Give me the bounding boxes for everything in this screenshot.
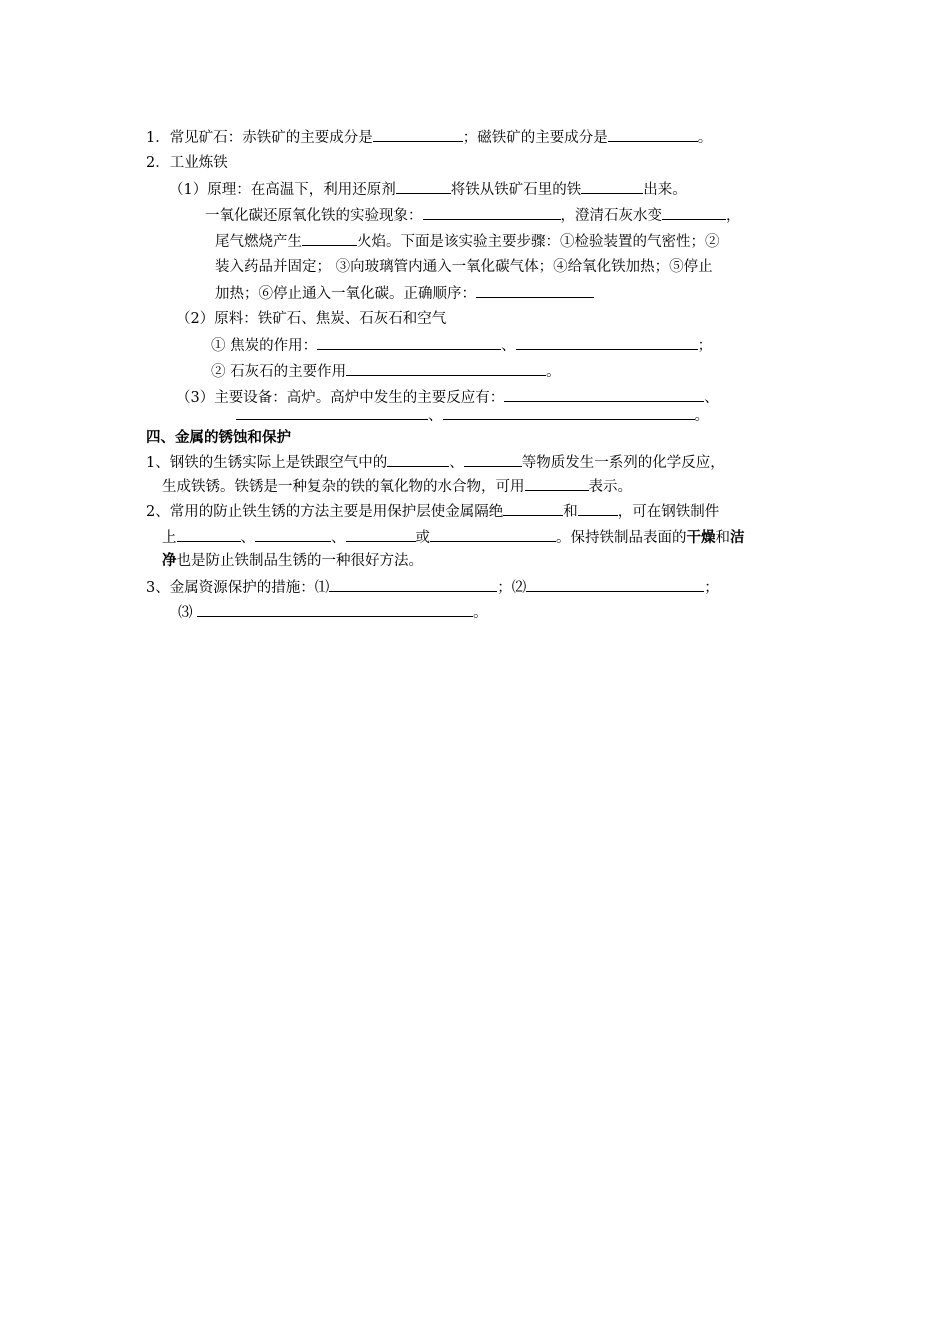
blank-rust-factor-1[interactable] <box>387 452 449 467</box>
blank-rust-formula[interactable] <box>525 476 589 491</box>
keyword-clean-1: 洁 <box>730 529 745 546</box>
blank-isolate-2[interactable] <box>578 501 618 516</box>
blank-reaction-2[interactable] <box>236 405 428 420</box>
protection-text-1a: 3、金属资源保护的措施：⑴ <box>146 580 330 596</box>
protection-text-1c: ； <box>704 580 719 596</box>
prevent-text-2g: 和 <box>715 530 730 546</box>
protection-text-2a: ⑶ <box>178 605 193 621</box>
protection-text-1b: ；⑵ <box>497 580 527 596</box>
blank-isolate-1[interactable] <box>503 501 563 516</box>
rust-item-2-line-2 <box>162 527 745 548</box>
section-4-title: 四、金属的锈蚀和保护 <box>146 429 291 446</box>
protection-line-2 <box>178 602 488 623</box>
protection-line-1 <box>146 577 719 598</box>
materials-title: （2）原料：铁矿石、焦炭、石灰石和空气 <box>176 311 447 327</box>
prevent-text-2d: 或 <box>415 530 430 546</box>
rust-item-2-line-3 <box>162 551 423 571</box>
equipment-text-3: 、 <box>428 408 443 424</box>
blank-measure-1[interactable] <box>329 577 497 592</box>
exp-text-1c: ， <box>726 208 741 224</box>
coke-text-1: ① 焦炭的作用： <box>211 338 318 354</box>
rust-text-1a: 1、钢铁的生锈实际上是铁跟空气中的 <box>146 455 388 471</box>
limestone-text-2: 。 <box>546 364 561 380</box>
coke-role-line <box>211 335 712 356</box>
blank-reduce[interactable] <box>581 179 643 194</box>
experiment-line-4 <box>215 283 594 304</box>
keyword-clean-2: 净 <box>162 552 177 569</box>
blank-reaction-1[interactable] <box>504 387 704 402</box>
rust-text-1b: 、 <box>449 455 464 471</box>
blank-correct-order[interactable] <box>476 283 594 298</box>
q2-title: 2．工业炼铁 <box>146 155 228 171</box>
rust-text-1c: 等物质发生一系列的化学反应， <box>521 455 725 471</box>
prevent-text-2b: 、 <box>240 530 255 546</box>
blank-flame[interactable] <box>302 231 357 246</box>
q1-text-3: 。 <box>697 130 713 146</box>
exp-text-1a: 一氧化碳还原氧化铁的实验现象： <box>205 208 423 224</box>
blank-method-3[interactable] <box>346 527 416 542</box>
rust-item-1-line-2 <box>162 476 632 497</box>
principle-text-2: 将铁从铁矿石里的铁 <box>450 182 582 198</box>
blank-reaction-3[interactable] <box>443 405 695 420</box>
exp-text-2b: 火焰。下面是该实验主要步骤：①检验装置的气密性；② <box>357 234 720 250</box>
experiment-line-2 <box>215 231 720 252</box>
equipment-text-1: （3）主要设备：高炉。高炉中发生的主要反应有： <box>176 390 505 406</box>
prevent-text-1b: 和 <box>563 504 578 520</box>
exp-text-2a: 尾气燃烧产生 <box>215 234 302 250</box>
blank-reducing-agent[interactable] <box>396 179 451 194</box>
blank-coke-role-2[interactable] <box>516 335 698 350</box>
rust-item-2-line-1 <box>146 501 719 522</box>
q1-text-1: 1．常见矿石：赤铁矿的主要成分是 <box>146 130 373 146</box>
q1-line <box>146 127 712 148</box>
prevent-text-3b: 也是防止铁制品生锈的一种很好方法。 <box>176 553 423 569</box>
blank-method-1[interactable] <box>177 527 241 542</box>
keyword-dry: 干燥 <box>686 529 716 546</box>
blank-measure-3[interactable] <box>197 602 473 617</box>
rust-text-2a: 生成铁锈。铁锈是一种复杂的铁的氧化物的水合物，可用 <box>162 479 525 495</box>
coke-text-3: ； <box>697 338 713 354</box>
blank-measure-2[interactable] <box>526 577 704 592</box>
rust-item-1-line-1 <box>146 452 725 473</box>
exp-text-4a: 加热；⑥停止通入一氧化碳。正确顺序： <box>215 286 476 302</box>
protection-text-2b: 。 <box>473 605 488 621</box>
equipment-text-2: 、 <box>704 390 719 406</box>
blank-limestone-role[interactable] <box>346 361 546 376</box>
blank-coke-role-1[interactable] <box>317 335 501 350</box>
experiment-line-3: 装入药品并固定； ③向玻璃管内通入一氧化碳气体；④给氧化铁加热；⑤停止 <box>215 259 713 275</box>
prevent-text-2a: 上 <box>162 530 177 546</box>
principle-text-3: 出来。 <box>643 182 687 198</box>
blank-method-4[interactable] <box>430 527 556 542</box>
experiment-line-1 <box>205 205 741 226</box>
rust-text-2b: 表示。 <box>588 479 632 495</box>
prevent-text-1c: ，可在钢铁制件 <box>617 504 720 520</box>
q2-principle-line <box>169 179 687 200</box>
exp-text-1b: ，澄清石灰水变 <box>560 208 662 224</box>
q1-text-2: ；磁铁矿的主要成分是 <box>462 130 608 146</box>
equipment-text-4: 。 <box>694 408 709 424</box>
blank-method-2[interactable] <box>255 527 331 542</box>
principle-text-1: （1）原理：在高温下，利用还原剂 <box>169 182 396 198</box>
prevent-text-2c: 、 <box>331 530 346 546</box>
blank-limewater[interactable] <box>662 205 726 220</box>
limestone-text-1: ② 石灰石的主要作用 <box>211 364 347 380</box>
blank-rust-factor-2[interactable] <box>464 452 522 467</box>
limestone-role-line <box>211 361 561 382</box>
equipment-line-2 <box>236 405 709 426</box>
blank-phenomenon[interactable] <box>423 205 561 220</box>
coke-text-2: 、 <box>501 338 516 354</box>
blank-hematite[interactable] <box>373 127 463 142</box>
prevent-text-1a: 2、常用的防止铁生锈的方法主要是用保护层使金属隔绝 <box>146 504 504 520</box>
prevent-text-2e: 。保持铁制品表面的 <box>556 530 687 546</box>
blank-magnetite[interactable] <box>608 127 698 142</box>
